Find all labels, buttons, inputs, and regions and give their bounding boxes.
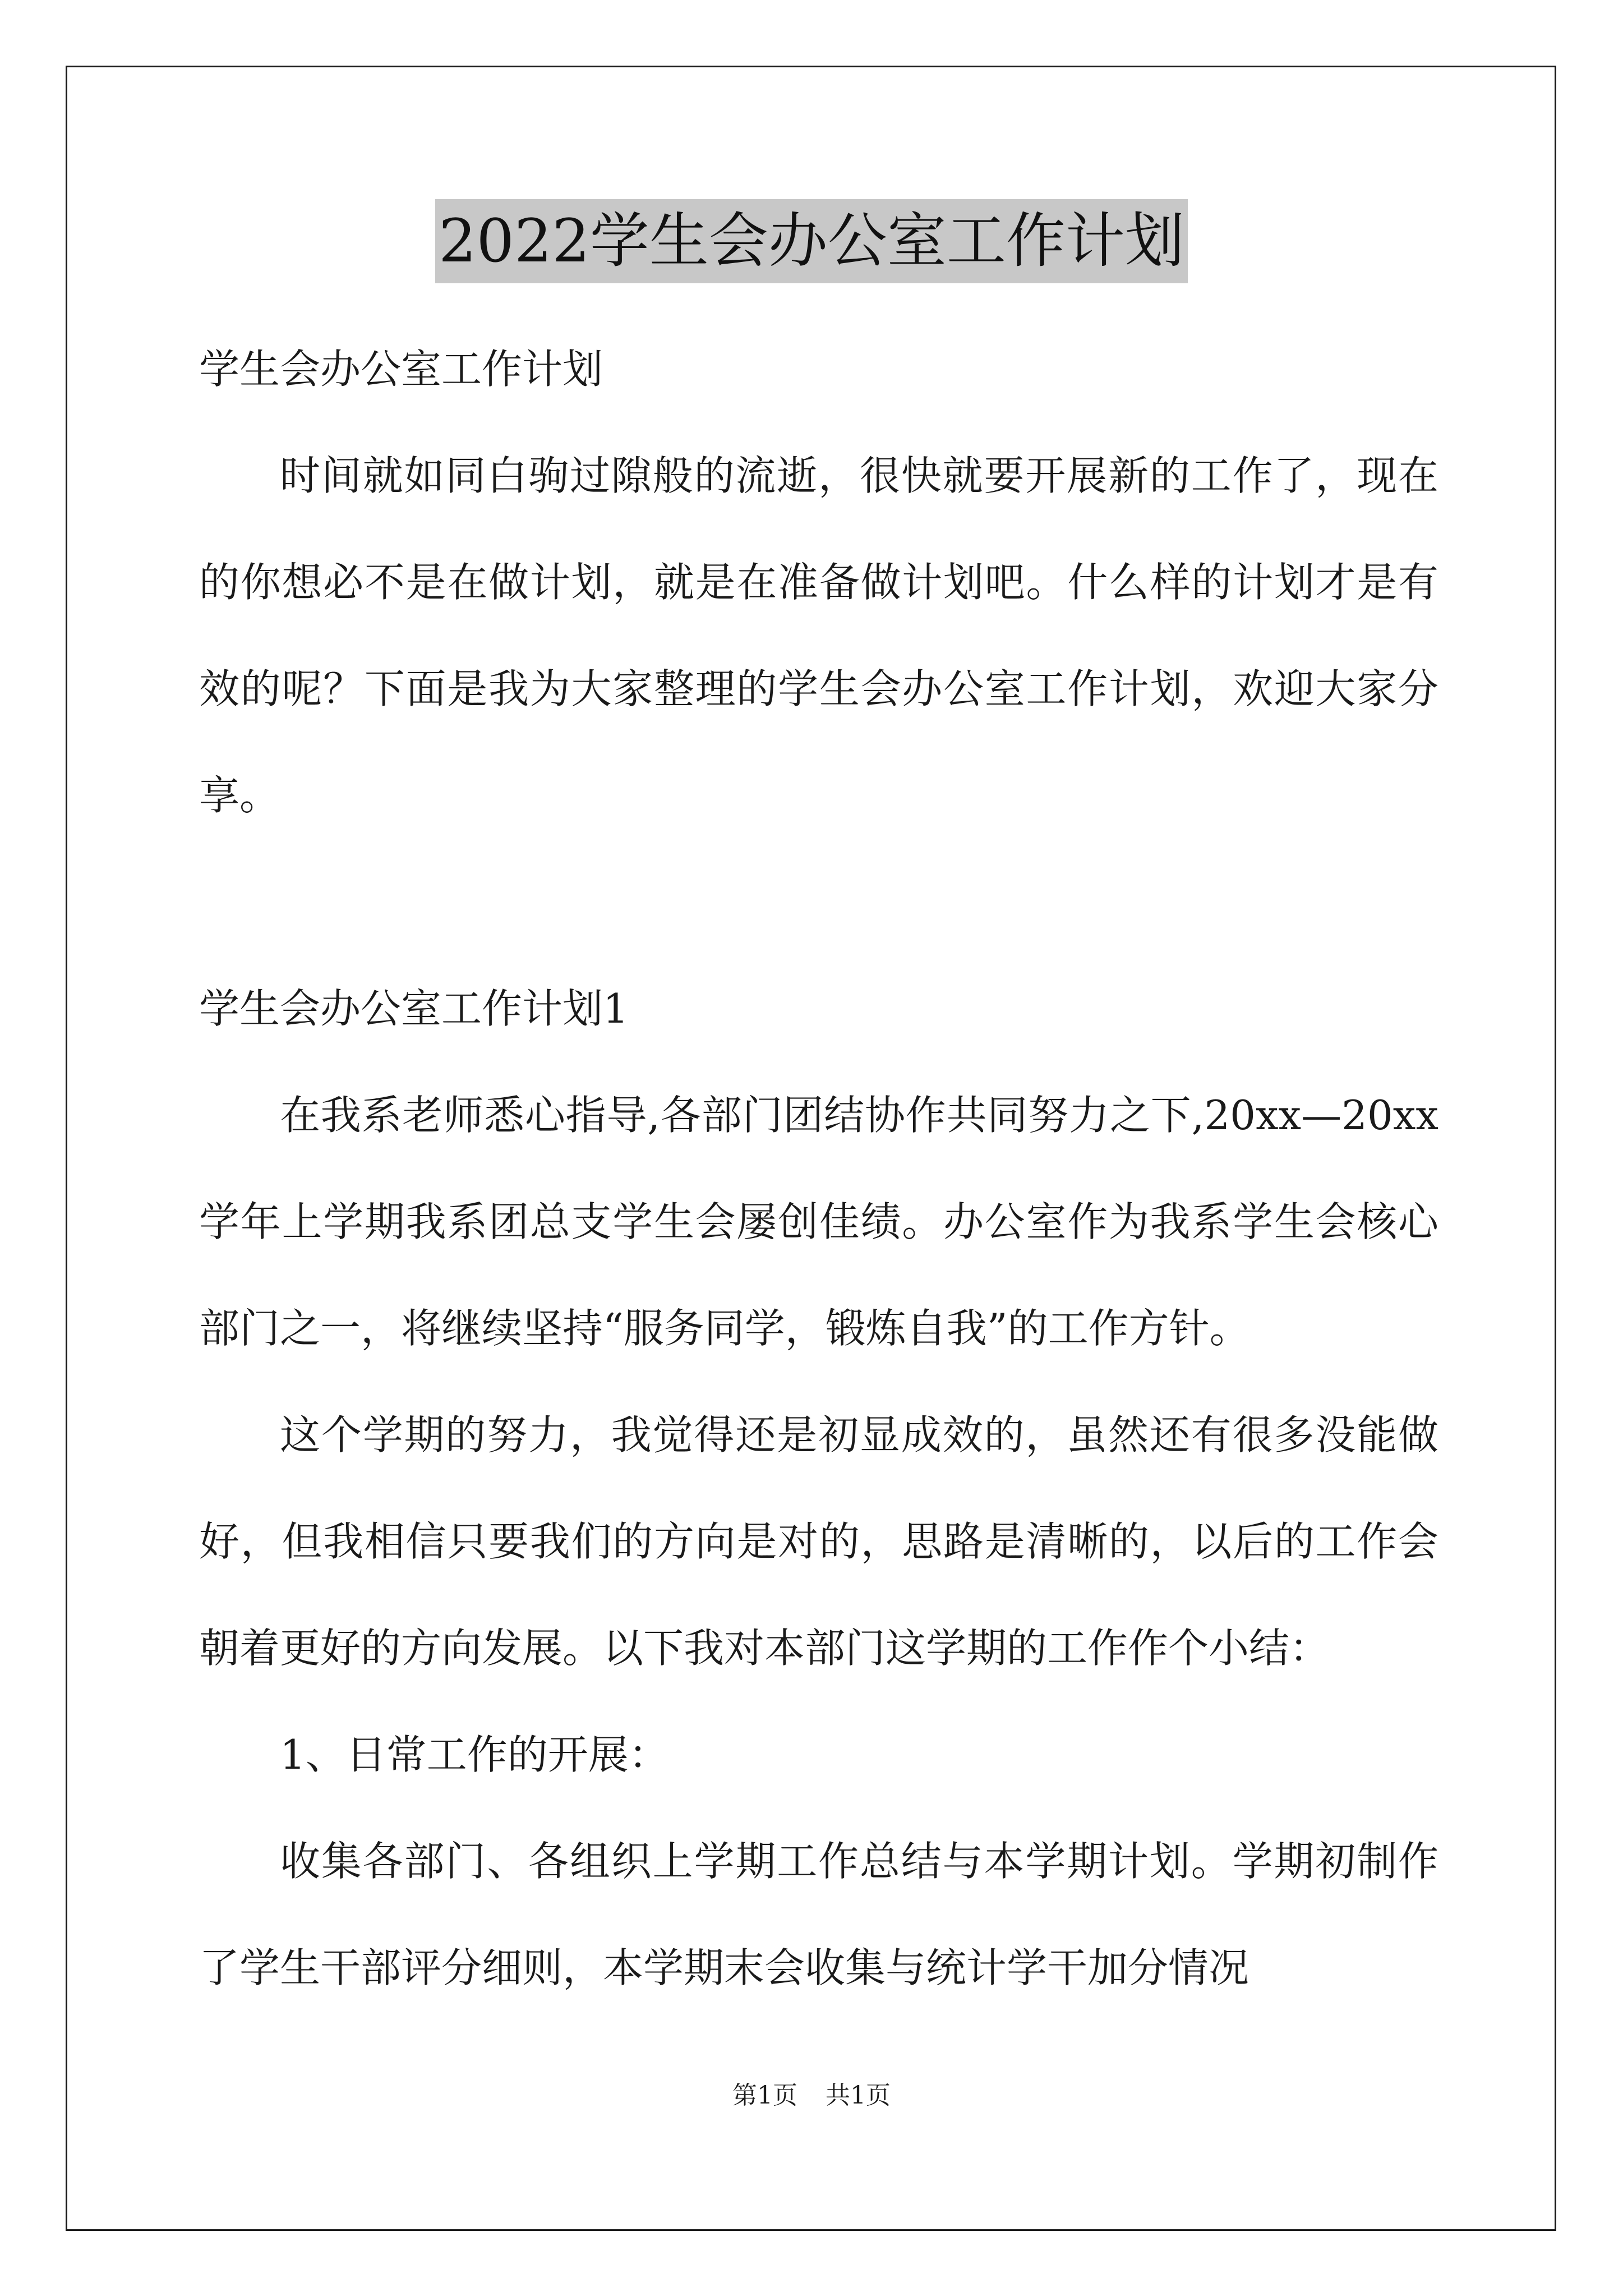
page-number-total: 共1页 xyxy=(826,2081,891,2110)
intro-line: 效的呢？下面是我为大家整理的学生会办公室工作计划，欢迎大家分 xyxy=(199,665,1438,712)
paragraph-line: 了学生干部评分细则，本学期末会收集与统计学干加分情况 xyxy=(199,1944,1249,1991)
intro-line: 的你想必不是在做计划，就是在准备做计划吧。什么样的计划才是有 xyxy=(199,559,1438,606)
paragraph-line: 学年上学期我系团总支学生会屡创佳绩。办公室作为我系学生会核心 xyxy=(199,1198,1438,1245)
blank-line xyxy=(199,849,1438,955)
paragraph-line: 部门之一，将继续坚持“服务同学，锻炼自我”的工作方针。 xyxy=(199,1305,1250,1352)
title-container xyxy=(0,199,1623,283)
paragraph-line: 收集各部门、各组织上学期工作总结与本学期计划。学期初制作 xyxy=(280,1838,1438,1885)
item1-heading: 1、日常工作的开展： xyxy=(280,1731,669,1778)
paragraph-line: 这个学期的努力，我觉得还是初显成效的，虽然还有很多没能做 xyxy=(280,1411,1438,1458)
page-footer xyxy=(0,2079,1623,2113)
paragraph-line: 朝着更好的方向发展。以下我对本部门这学期的工作作个小结： xyxy=(199,1625,1330,1672)
intro-line: 享。 xyxy=(199,772,280,819)
document-body xyxy=(199,316,1438,2021)
page-number-current: 第1页 xyxy=(732,2081,797,2110)
paragraph-line: 好，但我相信只要我们的方向是对的，思路是清晰的，以后的工作会 xyxy=(199,1518,1438,1565)
intro-line: 时间就如同白驹过隙般的流逝，很快就要开展新的工作了，现在 xyxy=(280,452,1438,499)
section1-heading: 学生会办公室工作计划1 xyxy=(199,985,629,1032)
intro-heading: 学生会办公室工作计划 xyxy=(199,346,603,393)
paragraph-line: 在我系老师悉心指导,各部门团结协作共同努力之下,20xx—20xx xyxy=(280,1092,1438,1139)
document-title: 2022学生会办公室工作计划 xyxy=(435,199,1188,283)
